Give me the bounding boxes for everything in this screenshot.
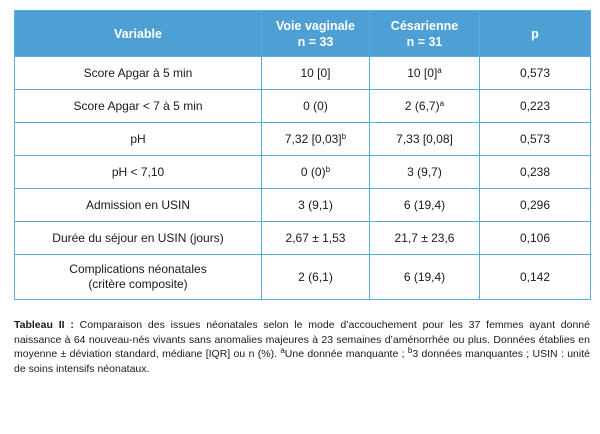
table-row <box>15 189 591 222</box>
table-row <box>15 255 591 300</box>
table-header-row <box>15 11 591 57</box>
cell-voie-vaginale: 0 $(0)^b$ <box>262 156 370 189</box>
table-row <box>15 57 591 90</box>
header-p: p <box>480 11 591 57</box>
footnote-marker: b <box>341 131 347 141</box>
cell-p-value: 0,142 <box>480 255 591 300</box>
cell-cesarienne: 7,33 [0,08] <box>370 123 480 156</box>
caption-text-3: 3 données manquantes ; USIN : unité de soins intensifs néonataux. <box>14 348 590 375</box>
cell-cesarienne: 2 $(6,7)^a$ <box>370 90 480 123</box>
cell-p-value: 0,573 <box>480 57 591 90</box>
cell-p-value: 0,296 <box>480 189 591 222</box>
header-variable: Variable <box>15 11 262 57</box>
header-voie-vaginale: Voie vaginale n = 33 <box>262 11 370 57</box>
cell-variable: Admission en USIN <box>15 189 262 222</box>
table-body <box>15 57 591 300</box>
cell-variable: Complications néonatales (critère composite) <box>15 255 262 300</box>
footnote-marker: a <box>439 98 445 108</box>
caption-title: Tableau II : <box>14 319 74 331</box>
cell-voie-vaginale: 0 (0) <box>262 90 370 123</box>
table-caption <box>14 318 590 376</box>
cell-voie-vaginale: 2 (6,1) <box>262 255 370 300</box>
table-row <box>15 156 591 189</box>
cell-cesarienne: 6 (19,4) <box>370 189 480 222</box>
cell-variable: Durée du séjour en USIN (jours) <box>15 222 262 255</box>
cell-p-value: 0,238 <box>480 156 591 189</box>
cell-voie-vaginale: 2,67 ± 1,53 <box>262 222 370 255</box>
cell-cesarienne: 3 (9,7) <box>370 156 480 189</box>
cell-p-value: 0,573 <box>480 123 591 156</box>
cell-p-value: 0,106 <box>480 222 591 255</box>
table-row <box>15 123 591 156</box>
cell-variable: pH < 7,10 <box>15 156 262 189</box>
table-row <box>15 222 591 255</box>
neonatal-outcomes-table <box>14 10 591 300</box>
header-cesarienne: Césarienne n = 31 <box>370 11 480 57</box>
cell-cesarienne: 10 $[0]^a$ <box>370 57 480 90</box>
table-row <box>15 90 591 123</box>
cell-voie-vaginale: 7,32 $[0,03]^b$ <box>262 123 370 156</box>
cell-variable: Score Apgar à 5 min <box>15 57 262 90</box>
caption-sup-b: b <box>407 346 413 355</box>
cell-voie-vaginale: 10 [0] <box>262 57 370 90</box>
footnote-marker: b <box>325 164 331 174</box>
caption-sup-a: a <box>280 346 285 355</box>
cell-variable: pH <box>15 123 262 156</box>
cell-variable: Score Apgar < 7 à 5 min <box>15 90 262 123</box>
results-table-container <box>14 10 590 300</box>
cell-voie-vaginale: 3 (9,1) <box>262 189 370 222</box>
caption-text-2: Une donnée manquante ; <box>284 348 408 360</box>
cell-p-value: 0,223 <box>480 90 591 123</box>
cell-cesarienne: 6 (19,4) <box>370 255 480 300</box>
caption-text-1: Comparaison des issues néonatales selon le mode d’accouchement pour les 37 femmes ayant donné naissance à 64 nouveau-nés vivants sans anomalies majeures à 23 semaines d’aménorrhée ou plus. Données établies en moyenne ± déviation standard, médiane [IQR] ou n (%). <box>14 319 590 360</box>
footnote-marker: a <box>437 65 442 75</box>
cell-cesarienne: 21,7 ± 23,6 <box>370 222 480 255</box>
